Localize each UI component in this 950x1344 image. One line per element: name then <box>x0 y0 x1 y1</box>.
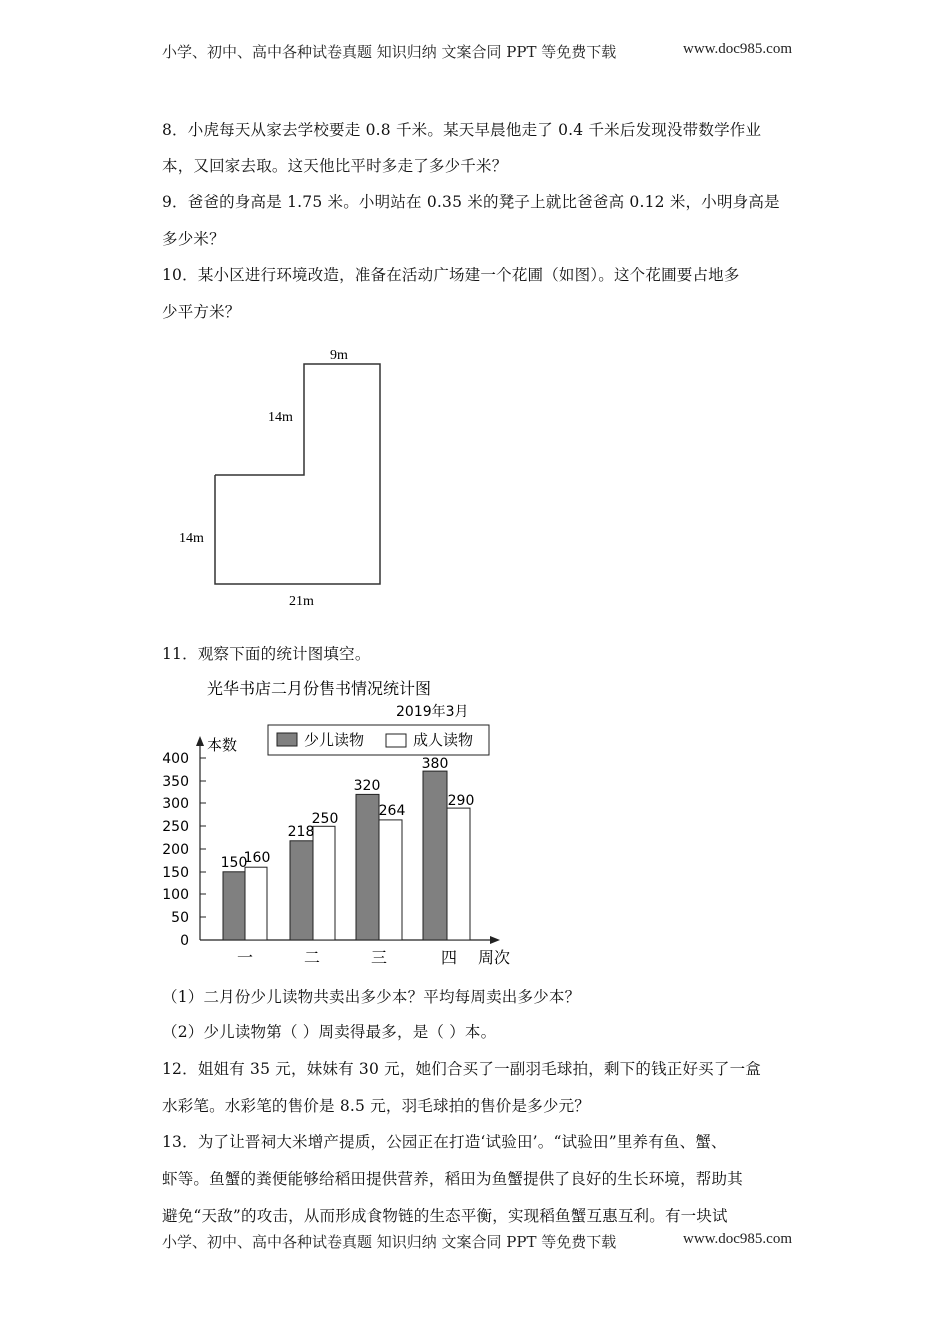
q10-line1: 10．某小区进行环境改造，准备在活动广场建一个花圃（如图）。这个花圃要占地多 <box>162 266 740 284</box>
bar-week2-adult <box>313 826 335 940</box>
q9-line2: 多少米？ <box>162 230 225 248</box>
svg-text:250: 250 <box>311 811 339 827</box>
bar-week3-children <box>356 794 379 940</box>
q13-line1: 13．为了让晋祠大米增产提质，公园正在打造‘试验田’。“试验田”里养有鱼、蟹、 <box>162 1133 727 1151</box>
svg-text:350: 350 <box>162 774 189 790</box>
svg-text:300: 300 <box>162 796 189 812</box>
y-axis-arrow-icon <box>196 736 204 746</box>
q11-sub1: （1）二月份少儿读物共卖出多少本？平均每周卖出多少本？ <box>162 988 581 1006</box>
bar-week2-children <box>290 841 313 940</box>
svg-text:100: 100 <box>162 887 189 903</box>
legend-label-adult: 成人读物 <box>413 731 474 749</box>
chart-subtitle: 2019年3月 <box>396 704 469 720</box>
svg-text:150: 150 <box>220 855 248 871</box>
q8-line2: 本，又回家去取。这天他比平时多走了多少千米？ <box>162 157 508 175</box>
q13-line2: 虾等。鱼蟹的粪便能够给稻田提供营养，稻田为鱼蟹提供了良好的生长环境，帮助其 <box>162 1170 743 1188</box>
svg-text:一: 一 <box>236 948 254 967</box>
footer-text: 小学、初中、高中各种试卷真题 知识归纳 文案合同 PPT 等免费下载 <box>162 1233 617 1251</box>
q12-line2: 水彩笔。水彩笔的售价是 8.5 元，羽毛球拍的售价是多少元？ <box>162 1097 591 1115</box>
svg-text:二: 二 <box>303 948 321 967</box>
legend-swatch-adult <box>386 734 406 747</box>
bar-week1-adult <box>245 867 267 940</box>
svg-text:218: 218 <box>287 824 315 840</box>
svg-text:400: 400 <box>162 751 189 767</box>
label-21m: 21m <box>289 594 314 609</box>
svg-text:50: 50 <box>171 910 189 926</box>
bars <box>221 756 475 940</box>
x-axis-label: 周次 <box>478 948 511 967</box>
header-text: 小学、初中、高中各种试卷真题 知识归纳 文案合同 PPT 等免费下载 <box>162 43 617 61</box>
svg-text:三: 三 <box>370 948 388 967</box>
bar-week1-children <box>223 872 245 940</box>
garden-outline <box>215 364 380 584</box>
x-categories <box>237 948 457 967</box>
svg-text:290: 290 <box>447 793 475 809</box>
q10-line2: 少平方米？ <box>162 303 241 321</box>
svg-text:150: 150 <box>162 865 189 881</box>
legend-swatch-children <box>277 733 297 746</box>
svg-text:0: 0 <box>180 933 189 949</box>
q8-line1: 8．小虎每天从家去学校要走 0.8 千米。某天早晨他走了 0.4 千米后发现没带数学作业 <box>162 121 762 139</box>
q13-line3: 避免“天敌”的攻击，从而形成食物链的生态平衡，实现稻鱼蟹互惠互利。有一块试 <box>162 1207 728 1225</box>
q9-line1: 9．爸爸的身高是 1.75 米。小明站在 0.35 米的凳子上就比爸爸高 0.12 米，小明身高是 <box>162 193 780 211</box>
chart-legend <box>268 725 489 755</box>
chart-title: 光华书店二月份售书情况统计图 <box>207 679 432 698</box>
bar-week3-adult <box>379 820 402 940</box>
label-inner-14m: 14m <box>268 410 293 425</box>
label-outer-14m: 14m <box>179 531 204 546</box>
svg-text:四: 四 <box>440 948 458 967</box>
svg-text:380: 380 <box>421 756 449 772</box>
header-url: www.doc985.com <box>682 41 792 57</box>
bar-week4-adult <box>447 808 470 940</box>
page-footer <box>162 1231 792 1252</box>
x-axis-arrow-icon <box>490 936 500 944</box>
svg-text:250: 250 <box>162 819 189 835</box>
y-axis-label: 本数 <box>207 736 238 754</box>
svg-text:200: 200 <box>162 842 189 858</box>
bar-chart <box>0 660 950 980</box>
footer-url: www.doc985.com <box>682 1231 792 1247</box>
legend-label-children: 少儿读物 <box>304 731 365 749</box>
svg-text:264: 264 <box>378 803 406 819</box>
chart-titles <box>207 679 469 720</box>
bar-week4-children <box>423 771 447 940</box>
q11-sub2: （2）少儿读物第（ ）周卖得最多，是（ ）本。 <box>162 1023 497 1041</box>
garden-figure <box>0 0 950 640</box>
q12-line1: 12．姐姐有 35 元，妹妹有 30 元，她们合买了一副羽毛球拍，剩下的钱正好买了一盒 <box>162 1060 761 1078</box>
svg-text:320: 320 <box>353 778 381 794</box>
q11-line1: 11．观察下面的统计图填空。 <box>162 645 371 663</box>
label-9m: 9m <box>330 348 348 363</box>
svg-text:160: 160 <box>243 850 271 866</box>
